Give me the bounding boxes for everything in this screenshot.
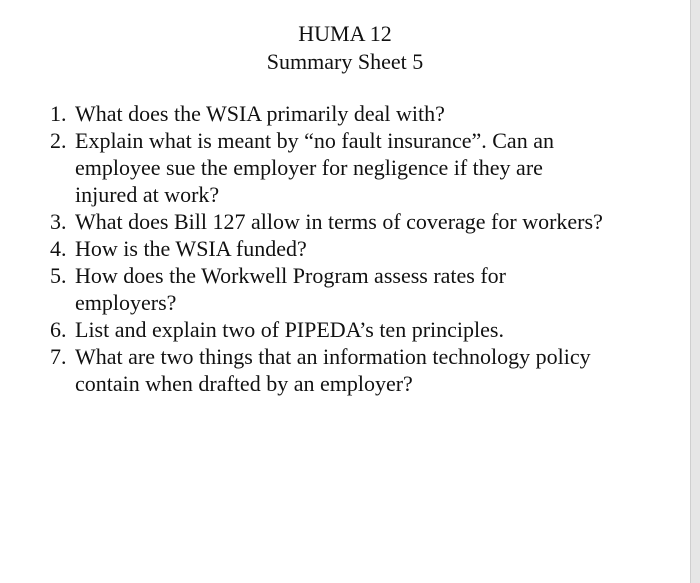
question-number: 6. xyxy=(50,317,67,342)
question-number: 4. xyxy=(50,236,67,261)
question-text: What does the WSIA primarily deal with? xyxy=(75,101,445,126)
document-subtitle: Summary Sheet 5 xyxy=(266,49,424,74)
question-list xyxy=(50,100,670,397)
question-item-5 xyxy=(50,262,670,316)
question-item-3 xyxy=(50,208,670,235)
question-item-7 xyxy=(50,343,670,397)
question-text: What are two things that an information technology policy contain when drafted by an employer? xyxy=(75,344,591,396)
question-number: 3. xyxy=(50,209,67,234)
question-item-1 xyxy=(50,100,670,127)
question-item-2 xyxy=(50,127,670,208)
question-number: 7. xyxy=(50,344,67,369)
question-number: 5. xyxy=(50,263,67,288)
question-text: What does Bill 127 allow in terms of coverage for workers? xyxy=(75,209,603,234)
page-edge-divider xyxy=(690,0,700,583)
question-item-6 xyxy=(50,316,670,343)
question-text: Explain what is meant by “no fault insurance”. Can an employee sue the employer for negligence if they are injured at work? xyxy=(75,128,554,207)
document-title: HUMA 12 xyxy=(298,21,392,46)
question-text: How is the WSIA funded? xyxy=(75,236,307,261)
question-text: List and explain two of PIPEDA’s ten principles. xyxy=(75,317,504,342)
question-number: 1. xyxy=(50,101,67,126)
question-number: 2. xyxy=(50,128,67,153)
question-text: How does the Workwell Program assess rates for employers? xyxy=(75,263,507,315)
question-item-4 xyxy=(50,235,670,262)
